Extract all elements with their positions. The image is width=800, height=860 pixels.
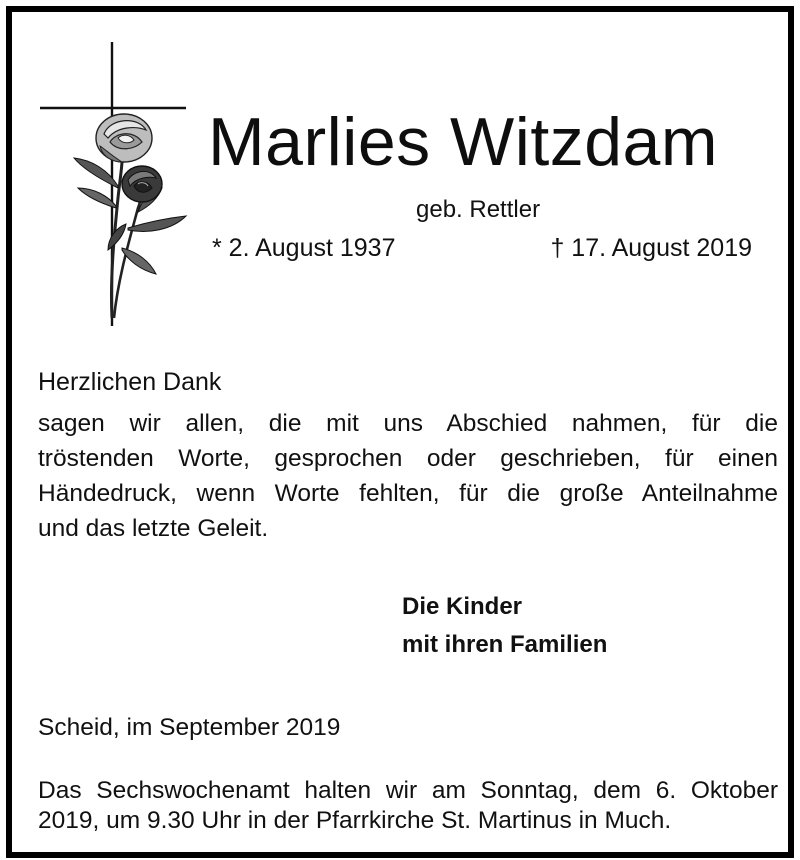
thanks-line: Händedruck, wenn Worte fehlten, für die große Anteilnahme — [38, 480, 778, 507]
cross-with-roses-icon — [38, 38, 188, 328]
memorial-notice — [38, 776, 778, 836]
thanks-line: tröstenden Worte, gesprochen oder geschrieben, für einen — [38, 445, 778, 472]
signature-line: Die Kinder — [402, 593, 523, 620]
birth-date: * 2. August 1937 — [212, 234, 396, 262]
notice-line: 2019, um 9.30 Uhr in der Pfarrkirche St. Martinus in Much. — [38, 807, 672, 834]
obituary-card — [6, 6, 794, 858]
place-date: Scheid, im September 2019 — [38, 714, 341, 741]
thanks-heading: Herzlichen Dank — [38, 368, 222, 396]
birth-name: geb. Rettler — [416, 196, 541, 223]
death-date: † 17. August 2019 — [550, 234, 752, 262]
thanks-line: sagen wir allen, die mit uns Abschied nahmen, für die — [38, 410, 778, 437]
notice-line: Das Sechswochenamt halten wir am Sonntag, dem 6. Oktober — [38, 777, 778, 804]
signature-line: mit ihren Familien — [402, 631, 608, 658]
deceased-name: Marlies Witzdam — [208, 104, 718, 180]
thanks-body — [38, 406, 778, 546]
signature — [402, 588, 607, 664]
thanks-line: und das letzte Geleit. — [38, 515, 269, 542]
